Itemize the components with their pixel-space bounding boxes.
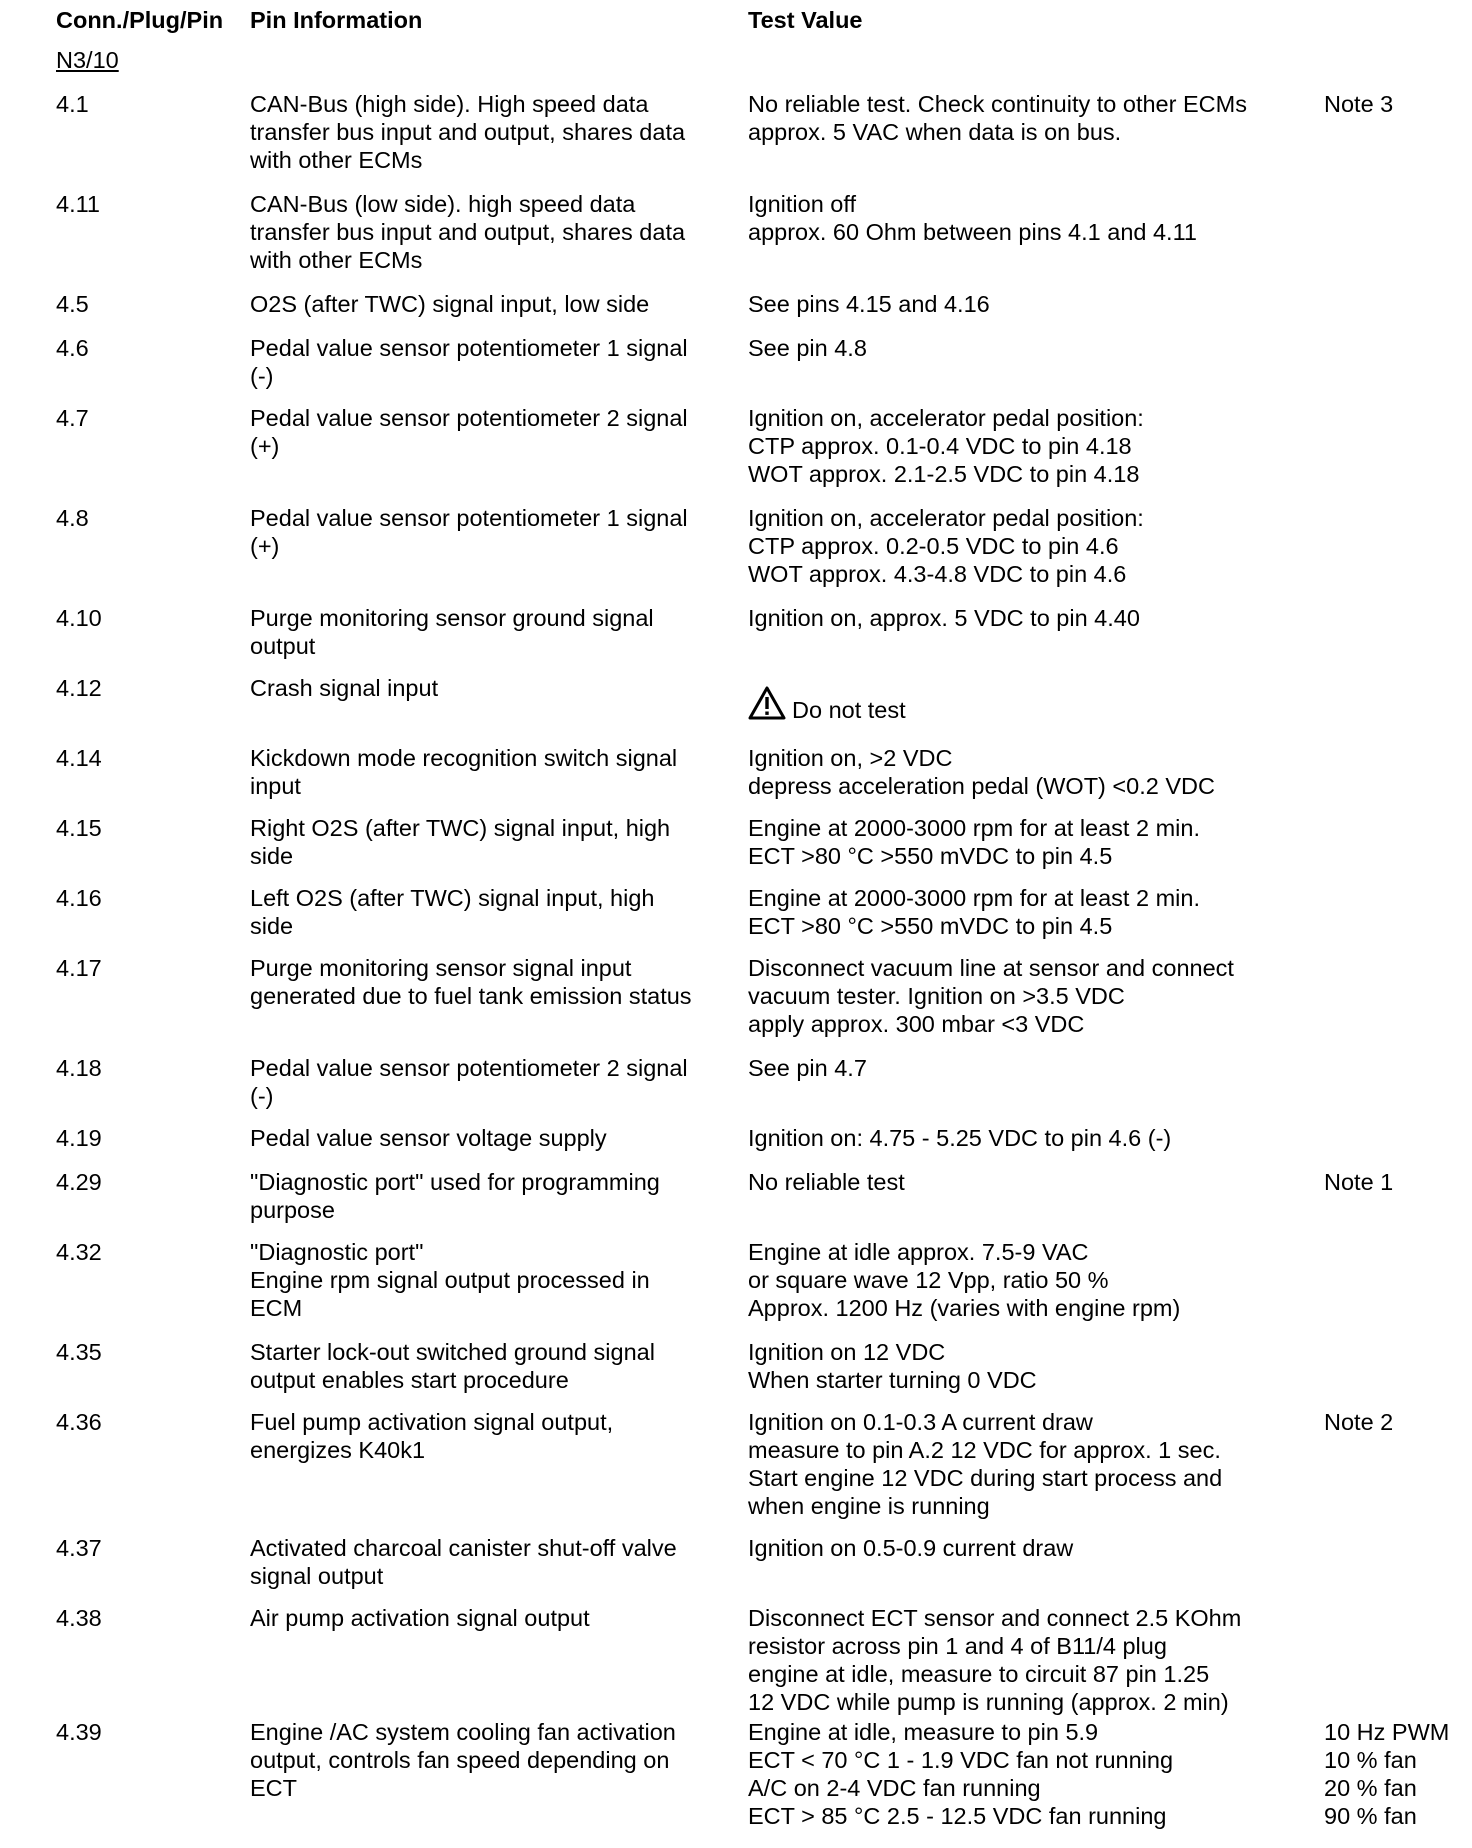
test-value: No reliable test. Check continuity to other ECMs approx. 5 VAC when data is on bus. xyxy=(748,91,1247,145)
pin-information: Right O2S (after TWC) signal input, high side xyxy=(250,815,671,869)
test-value: Ignition on, >2 VDC depress acceleration pedal (WOT) <0.2 VDC xyxy=(748,745,1215,799)
pin-number: 4.19 xyxy=(56,1125,102,1151)
pin-number: 4.32 xyxy=(56,1239,102,1265)
pin-information: Engine /AC system cooling fan activation output, controls fan speed depending on ECT xyxy=(250,1719,676,1801)
pin-information: Activated charcoal canister shut-off valve signal output xyxy=(250,1535,677,1589)
test-value: Engine at 2000-3000 rpm for at least 2 min. ECT >80 °C >550 mVDC to pin 4.5 xyxy=(748,885,1200,939)
pin-note: Note 2 xyxy=(1324,1409,1394,1435)
pin-information: Pedal value sensor voltage supply xyxy=(250,1125,607,1151)
test-value: Ignition on 12 VDC When starter turning 0 VDC xyxy=(748,1339,1037,1393)
pin-number: 4.5 xyxy=(56,291,89,317)
pin-note: Note 3 xyxy=(1324,91,1394,117)
test-value: Engine at 2000-3000 rpm for at least 2 min. ECT >80 °C >550 mVDC to pin 4.5 xyxy=(748,815,1200,869)
test-value: No reliable test xyxy=(748,1169,905,1195)
pin-number: 4.6 xyxy=(56,335,89,361)
pin-note: Note 1 xyxy=(1324,1169,1394,1195)
pin-information: O2S (after TWC) signal input, low side xyxy=(250,291,650,317)
header-pin: Conn./Plug/Pin xyxy=(56,7,224,33)
test-value xyxy=(748,686,906,724)
pin-number: 4.37 xyxy=(56,1535,102,1561)
pin-information: "Diagnostic port" Engine rpm signal output processed in ECM xyxy=(250,1239,650,1321)
pin-number: 4.10 xyxy=(56,605,102,631)
header-pin-information: Pin Information xyxy=(250,7,423,33)
pin-information: Pedal value sensor potentiometer 1 signal (+) xyxy=(250,505,688,559)
pin-number: 4.14 xyxy=(56,745,102,771)
test-value: See pins 4.15 and 4.16 xyxy=(748,291,990,317)
pin-number: 4.12 xyxy=(56,675,102,701)
pin-information: Purge monitoring sensor ground signal output xyxy=(250,605,654,659)
pin-number: 4.35 xyxy=(56,1339,102,1365)
test-value-text: Do not test xyxy=(792,697,906,723)
pin-number: 4.17 xyxy=(56,955,102,981)
pin-information: Crash signal input xyxy=(250,675,439,701)
test-value: Ignition on 0.5-0.9 current draw xyxy=(748,1535,1074,1561)
pin-number: 4.16 xyxy=(56,885,102,911)
pin-number: 4.11 xyxy=(56,191,100,217)
pin-information: Starter lock-out switched ground signal output enables start procedure xyxy=(250,1339,655,1393)
pin-number: 4.18 xyxy=(56,1055,102,1081)
pin-information: Pedal value sensor potentiometer 1 signal (-) xyxy=(250,335,688,389)
pin-number: 4.8 xyxy=(56,505,89,531)
warning-triangle-icon xyxy=(748,686,786,720)
header-test-value: Test Value xyxy=(748,7,863,33)
test-value: Ignition on, accelerator pedal position: CTP approx. 0.1-0.4 VDC to pin 4.18 WOT approx. 2.1-2.5 VDC to pin 4.18 xyxy=(748,405,1144,487)
pin-number: 4.38 xyxy=(56,1605,102,1631)
pin-information: Pedal value sensor potentiometer 2 signal (+) xyxy=(250,405,688,459)
test-value: Disconnect ECT sensor and connect 2.5 KOhm resistor across pin 1 and 4 of B11/4 plug engine at idle, measure to circuit 87 pin 1.25 12 VDC while pump is running (approx. 2 min) xyxy=(748,1605,1242,1715)
test-value: Ignition on, approx. 5 VDC to pin 4.40 xyxy=(748,605,1140,631)
pin-information: Purge monitoring sensor signal input generated due to fuel tank emission status xyxy=(250,955,692,1009)
pin-information: Pedal value sensor potentiometer 2 signal (-) xyxy=(250,1055,688,1109)
pin-number: 4.7 xyxy=(56,405,89,431)
test-value: See pin 4.8 xyxy=(748,335,867,361)
pin-information: Fuel pump activation signal output, energizes K40k1 xyxy=(250,1409,614,1463)
test-value: Disconnect vacuum line at sensor and connect vacuum tester. Ignition on >3.5 VDC apply approx. 300 mbar <3 VDC xyxy=(748,955,1234,1037)
pin-note: 10 Hz PWM 10 % fan 20 % fan 90 % fan xyxy=(1324,1719,1450,1829)
pin-number: 4.15 xyxy=(56,815,102,841)
pin-information: CAN-Bus (high side). High speed data transfer bus input and output, shares data with other ECMs xyxy=(250,91,686,173)
test-value: Ignition on, accelerator pedal position: CTP approx. 0.2-0.5 VDC to pin 4.6 WOT approx. 4.3-4.8 VDC to pin 4.6 xyxy=(748,505,1144,587)
pin-information: Kickdown mode recognition switch signal input xyxy=(250,745,678,799)
pin-number: 4.39 xyxy=(56,1719,102,1745)
test-value: Ignition on: 4.75 - 5.25 VDC to pin 4.6 (-) xyxy=(748,1125,1172,1151)
test-value: Ignition on 0.1-0.3 A current draw measure to pin A.2 12 VDC for approx. 1 sec. Start engine 12 VDC during start process and when engine is running xyxy=(748,1409,1223,1519)
section-title: N3/10 xyxy=(56,47,119,73)
pin-information: "Diagnostic port" used for programming purpose xyxy=(250,1169,660,1223)
test-value: Engine at idle approx. 7.5-9 VAC or square wave 12 Vpp, ratio 50 % Approx. 1200 Hz (varies with engine rpm) xyxy=(748,1239,1181,1321)
pin-number: 4.36 xyxy=(56,1409,102,1435)
pin-information: Air pump activation signal output xyxy=(250,1605,590,1631)
pin-information: CAN-Bus (low side). high speed data transfer bus input and output, shares data with other ECMs xyxy=(250,191,686,273)
pin-information: Left O2S (after TWC) signal input, high side xyxy=(250,885,655,939)
pin-number: 4.29 xyxy=(56,1169,102,1195)
test-value: Ignition off approx. 60 Ohm between pins 4.1 and 4.11 xyxy=(748,191,1197,245)
pin-number: 4.1 xyxy=(56,91,89,117)
test-value: Engine at idle, measure to pin 5.9 ECT < 70 °C 1 - 1.9 VDC fan not running A/C on 2-4 VDC fan running ECT > 85 °C 2.5 - 12.5 VDC fan running xyxy=(748,1719,1174,1829)
test-value: See pin 4.7 xyxy=(748,1055,867,1081)
